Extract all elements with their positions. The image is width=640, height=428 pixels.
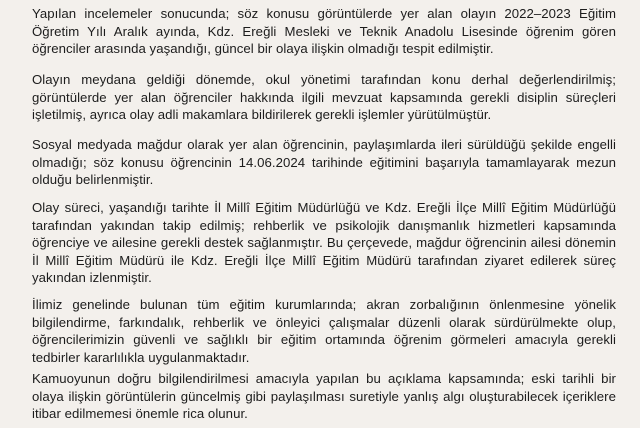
- paragraph-investigation-result: Yapılan incelemeler sonucunda; söz konusu görüntülerde yer alan olayın 2022–2023 Eğitim Öğretim Yılı Aralık ayında, Kdz. Ereğli Mesleki ve Teknik Anadolu Lisesinde öğrenim gören öğrenciler arasında yaşandığı, güncel bir olaya ilişkin olmadığı tespit edilmiştir.: [32, 6, 616, 56]
- paragraph-prevention-measures: İlimiz genelinde bulunan tüm eğitim kurumlarında; akran zorbalığının önlenmesine yönelik bilgilendirme, farkındalık, rehberlik ve önleyici çalışmalar düzenli olarak sürdürülmekte olup, öğrencilerimizin güvenli ve sağlıklı bir eğitim ortamında öğrenim görmeleri amacıyla gerekli tedbirler kararlılıkla uygulanmaktadır.: [32, 297, 616, 365]
- paragraph-directorate-follow-up: Olay süreci, yaşandığı tarihte İl Millî Eğitim Müdürlüğü ve Kdz. Ereğli İlçe Millî Eğitim Müdürlüğü tarafından yakından takip edilmiş; rehberlik ve psikolojik danışmanlık hizmetleri kapsamında öğrenciye ve ailesine gerekli destek sağlanmıştır. Bu çerçevede, mağdur öğrencinin ailesi dönemin İl Millî Eğitim Müdürü ile Kdz. Ereğli İlçe Millî Eğitim Müdürü tarafından ziyaret edilerek süreç yakından izlenmiştir.: [32, 200, 616, 285]
- paragraph-school-response: Olayın meydana geldiği dönemde, okul yönetimi tarafından konu derhal değerlendirilmiş; görüntülerde yer alan öğrenciler hakkında ilgili mevzuat kapsamında gerekli disiplin süreçleri işletilmiş, ayrıca olay adli makamlara bildirilerek gerekli işlemler yürütülmüştür.: [32, 72, 616, 122]
- paragraph-public-notice: Kamuoyunun doğru bilgilendirilmesi amacıyla yapılan bu açıklama kapsamında; eski tarihli bir olaya ilişkin görüntülerin güncelmiş gibi paylaşılması suretiyle yanlış algı oluşturabilecek içeriklere itibar edilmemesi önemle rica olunur.: [32, 371, 616, 421]
- paragraph-victim-status: Sosyal medyada mağdur olarak yer alan öğrencinin, paylaşımlarda ileri sürüldüğü şekilde engelli olmadığı; söz konusu öğrencinin 14.06.2024 tarihinde eğitimini başarıyla tamamlayarak mezun olduğu belirlenmiştir.: [32, 137, 616, 187]
